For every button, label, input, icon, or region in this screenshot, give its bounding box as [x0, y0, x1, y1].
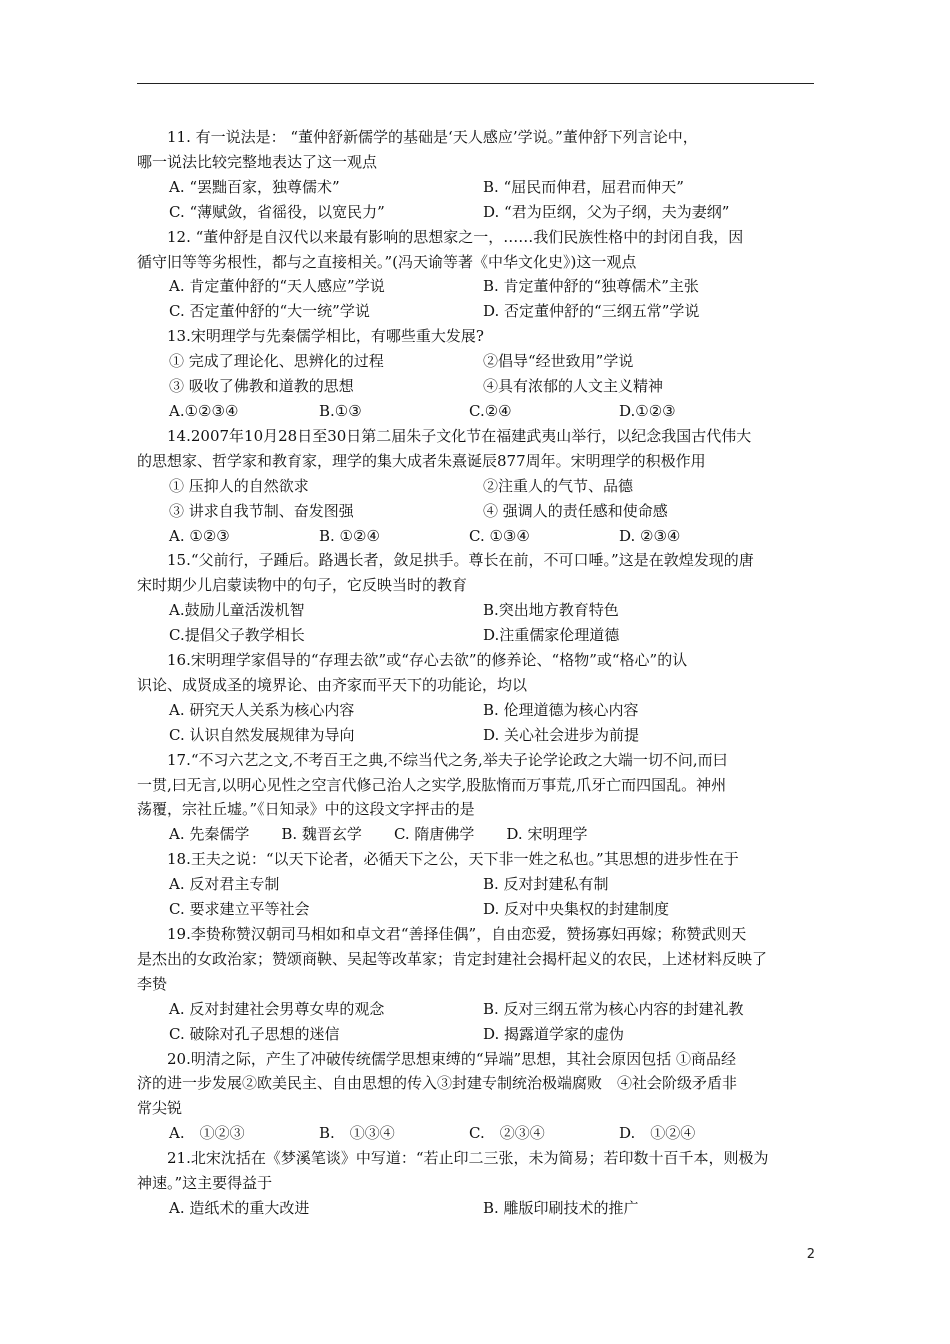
question-stem: 13.宋明理学与先秦儒学相比，有哪些重大发展? [167, 327, 484, 346]
question-stem-line: 常尖锐 [137, 1099, 183, 1118]
question-stem: 17.“不习六艺之文,不考百王之典,不综当代之务,举夫子论学论政之大端一切不问,而曰 [167, 750, 728, 769]
options-row [137, 175, 814, 200]
option-b: B. 肯定董仲舒的“独尊儒术”主张 [483, 277, 699, 296]
option-a: A. 研究天人关系为核心内容 [169, 700, 355, 719]
statement-2: ②倡导“经世致用”学说 [483, 352, 634, 371]
statement-1: ① 压抑人的自然欲求 [169, 476, 309, 495]
option-c: C. 要求建立平等社会 [169, 900, 310, 919]
choice-c: C. ①③④ [469, 526, 530, 545]
options-row [137, 598, 814, 623]
question-11 [137, 125, 814, 225]
statement-3: ③ 讲求自我节制、奋发图强 [169, 501, 354, 520]
question-stem: 20.明清之际，产生了冲破传统儒学思想束缚的“异端”思想，其社会原因包括 ①商品经 [167, 1049, 736, 1068]
question-stem: 21.北宋沈括在《梦溪笔谈》中写道：“若止印二三张，未为简易；若印数十百千本，则极为 [167, 1149, 769, 1168]
choice-b: B.①③ [319, 401, 362, 420]
option-a: A.鼓励儿童活泼机智 [169, 601, 305, 620]
choice-a: A. ①②③ [169, 1124, 245, 1143]
option-c: C. 认识自然发展规律为导向 [169, 725, 355, 744]
question-stem-line: 识论、成贤成圣的境界论、由齐家而平天下的功能论，均以 [137, 675, 528, 694]
question-stem-line: 是杰出的女政治家；赞颂商鞅、吴起等改革家；肯定封建社会揭杆起义的农民，上述材料反映了 [137, 949, 768, 968]
question-12 [137, 225, 814, 325]
option-d: D. 关心社会进步为前提 [483, 725, 640, 744]
choice-d: D. 宋明理学 [506, 825, 588, 844]
statements-row [137, 374, 814, 399]
options-row [137, 698, 814, 723]
option-c: C. “薄赋敛，省徭役，以宽民力” [169, 202, 385, 221]
choices-row [137, 399, 814, 424]
question-stem: 19.李贽称赞汉朝司马相如和卓文君“善择佳偶”，自由恋爱，赞扬寡妇再嫁；称赞武则天 [167, 925, 747, 943]
choice-c: C.②④ [469, 401, 512, 420]
question-18 [137, 847, 814, 922]
header-rule [137, 83, 814, 84]
choices-row [137, 524, 814, 549]
option-b: B. 反对三纲五常为核心内容的封建礼教 [483, 999, 744, 1018]
question-stem-line: 一贯,曰无言,以明心见性之空言代修己治人之实学,股肱惰而万事荒,爪牙亡而四国乱。神州 [137, 775, 727, 794]
options-row [137, 1022, 814, 1047]
choice-b: B. ①③④ [319, 1124, 395, 1143]
option-d: D. 反对中央集权的封建制度 [483, 900, 670, 919]
question-stem: 14.2007年10月28日至30日第二届朱子文化节在福建武夷山举行，以纪念我国古代伟大 [167, 426, 752, 445]
question-stem: 15.“父前行，子踵后。路遇长者，敛足拱手。尊长在前，不可口唾。”这是在敦煌发现的唐 [167, 551, 754, 570]
question-14 [137, 424, 814, 549]
option-a: A. 反对君主专制 [169, 875, 280, 894]
choice-d: D. ①②④ [619, 1124, 696, 1143]
option-b: B. 反对封建私有制 [483, 875, 609, 894]
options-row [137, 897, 814, 922]
question-list [137, 125, 814, 1221]
option-a: A. 反对封建社会男尊女卑的观念 [169, 999, 385, 1018]
question-stem-line: 济的进一步发展②欧美民主、自由思想的传入③封建专制统治极端腐败 ④社会阶级矛盾非 [137, 1074, 738, 1093]
question-15 [137, 548, 814, 648]
option-d: D. 否定董仲舒的“三纲五常”学说 [483, 302, 700, 321]
choice-b: B. ①②④ [319, 526, 380, 545]
option-c: C. 否定董仲舒的“大一统”学说 [169, 302, 370, 321]
question-stem-line: 荡覆，宗社丘墟。”《日知录》中的这段文字抨击的是 [137, 800, 475, 819]
question-21 [137, 1146, 814, 1221]
statements-row [137, 349, 814, 374]
option-c: C. 破除对孔子思想的迷信 [169, 1024, 340, 1043]
choice-d: D. ②③④ [619, 526, 681, 545]
question-stem-line: 李贽 [137, 974, 168, 993]
question-stem: 11. 有一说法是： “董仲舒新儒学的基础是‘天人感应’学说。”董仲舒下列言论中， [167, 128, 698, 146]
choice-c: C. ②③④ [469, 1124, 545, 1143]
statement-3: ③ 吸收了佛教和道教的思想 [169, 377, 354, 396]
option-b: B. 伦理道德为核心内容 [483, 700, 639, 719]
option-d: D. “君为臣纲，父为子纲，夫为妻纲” [483, 202, 730, 221]
question-stem: 12. “董仲舒是自汉代以来最有影响的思想家之一，……我们民族性格中的封闭自我，因 [167, 227, 744, 246]
options-row [137, 299, 814, 324]
question-19 [137, 922, 814, 1047]
page-number: 2 [806, 1247, 815, 1262]
option-c: C.提倡父子教学相长 [169, 626, 305, 645]
choice-a: A.①②③④ [169, 401, 239, 420]
statements-row [137, 474, 814, 499]
option-b: B. “屈民而伸君，屈君而伸天” [483, 177, 684, 196]
choice-b: B. 魏晋玄学 [281, 825, 362, 844]
option-a: A. 造纸术的重大改进 [169, 1198, 310, 1217]
option-a: A. “罢黜百家，独尊儒术” [169, 177, 340, 196]
options-row [137, 1196, 814, 1221]
option-a: A. 肯定董仲舒的“天人感应”学说 [169, 277, 385, 296]
statement-1: ① 完成了理论化、思辨化的过程 [169, 352, 384, 371]
statement-4: ④具有浓郁的人文主义精神 [483, 377, 664, 396]
choice-c: C. 隋唐佛学 [393, 825, 475, 844]
question-stem-line: 宋时期少儿启蒙读物中的句子，它反映当时的教育 [137, 576, 468, 595]
question-20 [137, 1047, 814, 1147]
option-b: B.突出地方教育特色 [483, 601, 619, 620]
option-d: D. 揭露道学家的虚伪 [483, 1024, 625, 1043]
question-17 [137, 748, 814, 848]
options-row [137, 274, 814, 299]
question-stem-line: 循守旧等等劣根性，都与之直接相关。”(冯天谕等著《中华文化史》)这一观点 [137, 252, 637, 271]
option-d: D.注重儒家伦理道德 [483, 626, 620, 645]
question-stem: 18.王夫之说：“以天下论者，必循天下之公，天下非一姓之私也。”其思想的进步性在于 [167, 850, 739, 869]
options-row [137, 623, 814, 648]
question-stem-line: 的思想家、哲学家和教育家，理学的集大成者朱熹诞辰877周年。宋明理学的积极作用 [137, 451, 706, 470]
choice-a: A. 先秦儒学 [169, 825, 250, 844]
question-stem: 16.宋明理学家倡导的“存理去欲”或“存心去欲”的修养论、“格物”或“格心”的认 [167, 651, 688, 670]
choice-a: A. ①②③ [169, 526, 230, 545]
statement-2: ②注重人的气节、品德 [483, 476, 634, 495]
choices-row [137, 822, 814, 847]
options-row [137, 723, 814, 748]
choices-row [137, 1121, 814, 1146]
options-row [137, 200, 814, 225]
statements-row [137, 499, 814, 524]
question-16 [137, 648, 814, 748]
choice-d: D.①②③ [619, 401, 676, 420]
question-13 [137, 324, 814, 424]
statement-4: ④ 强调人的责任感和使命感 [483, 501, 668, 520]
option-b: B. 雕版印刷技术的推广 [483, 1198, 639, 1217]
question-stem-line: 哪一说法比较完整地表达了这一观点 [137, 152, 378, 171]
options-row [137, 997, 814, 1022]
options-row [137, 872, 814, 897]
question-stem-line: 神速。”这主要得益于 [137, 1174, 273, 1193]
